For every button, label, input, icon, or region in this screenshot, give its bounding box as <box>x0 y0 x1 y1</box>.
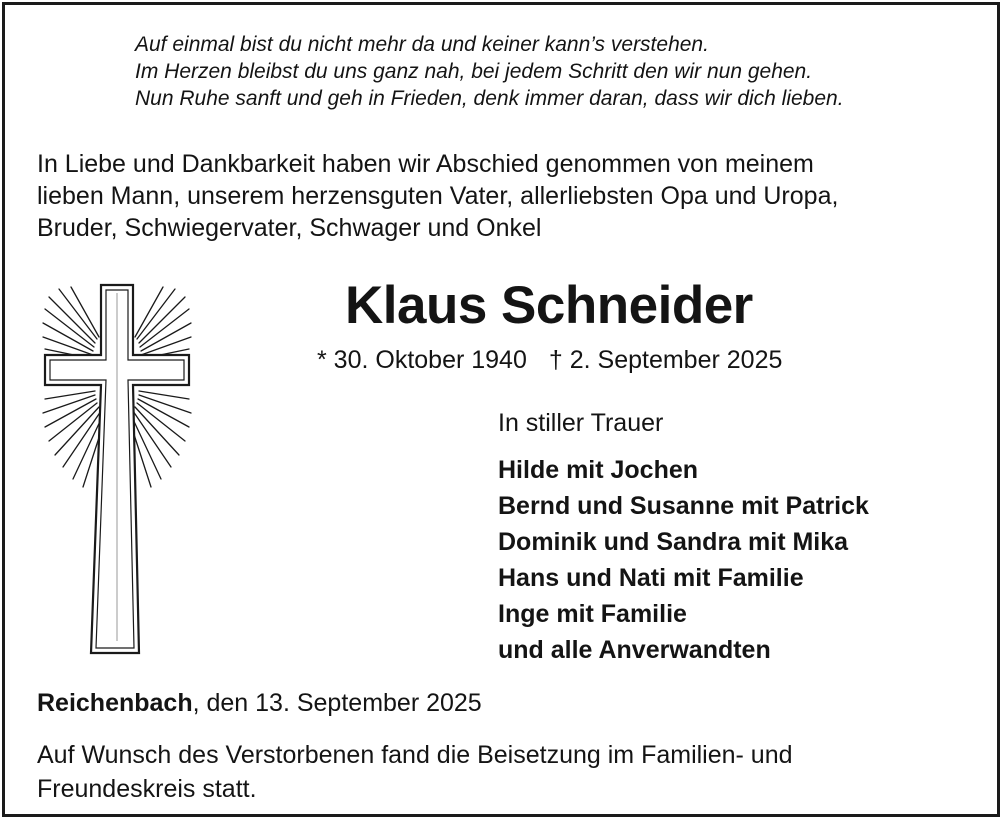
closing-note <box>37 738 987 806</box>
poem <box>135 31 985 112</box>
radiant-cross-icon <box>39 281 197 661</box>
mourner-entry: Hans und Nati mit Familie <box>498 564 804 592</box>
poem-line: Auf einmal bist du nicht mehr da und keiner kann’s verstehen. <box>135 33 709 56</box>
life-dates <box>317 344 782 376</box>
poem-line: Im Herzen bleibst du uns ganz nah, bei jedem Schritt den wir nun gehen. <box>135 60 813 83</box>
poem-line: Nun Ruhe sanft und geh in Frieden, denk immer daran, dass wir dich lieben. <box>135 87 844 110</box>
place-name: Reichenbach <box>37 689 193 717</box>
intro-line: In Liebe und Dankbarkeit haben wir Abschied genommen von meinem <box>37 150 814 178</box>
mourners-list <box>498 452 869 668</box>
intro-line: lieben Mann, unserem herzensguten Vater, allerliebsten Opa und Uropa, <box>37 182 839 210</box>
mourner-entry: Dominik und Sandra mit Mika <box>498 528 849 556</box>
intro-text <box>37 148 987 244</box>
deceased-name: Klaus Schneider <box>345 276 753 335</box>
mourners-block <box>498 407 869 668</box>
birth-date: * 30. Oktober 1940 <box>317 346 527 374</box>
mourners-heading: In stiller Trauer <box>498 409 664 437</box>
obituary-notice <box>2 2 1000 817</box>
notice-date: , den 13. September 2025 <box>192 689 482 717</box>
mourner-entry: Bernd und Susanne mit Patrick <box>498 492 869 520</box>
closing-line: Freundeskreis statt. <box>37 775 257 803</box>
closing-line: Auf Wunsch des Verstorbenen fand die Beisetzung im Familien- und <box>37 741 793 769</box>
mourner-entry: und alle Anverwandten <box>498 636 771 664</box>
place-and-date <box>37 687 482 719</box>
mourner-entry: Inge mit Familie <box>498 600 687 628</box>
mourner-entry: Hilde mit Jochen <box>498 456 699 484</box>
intro-line: Bruder, Schwiegervater, Schwager und Onkel <box>37 214 542 242</box>
death-date: † 2. September 2025 <box>548 346 783 374</box>
